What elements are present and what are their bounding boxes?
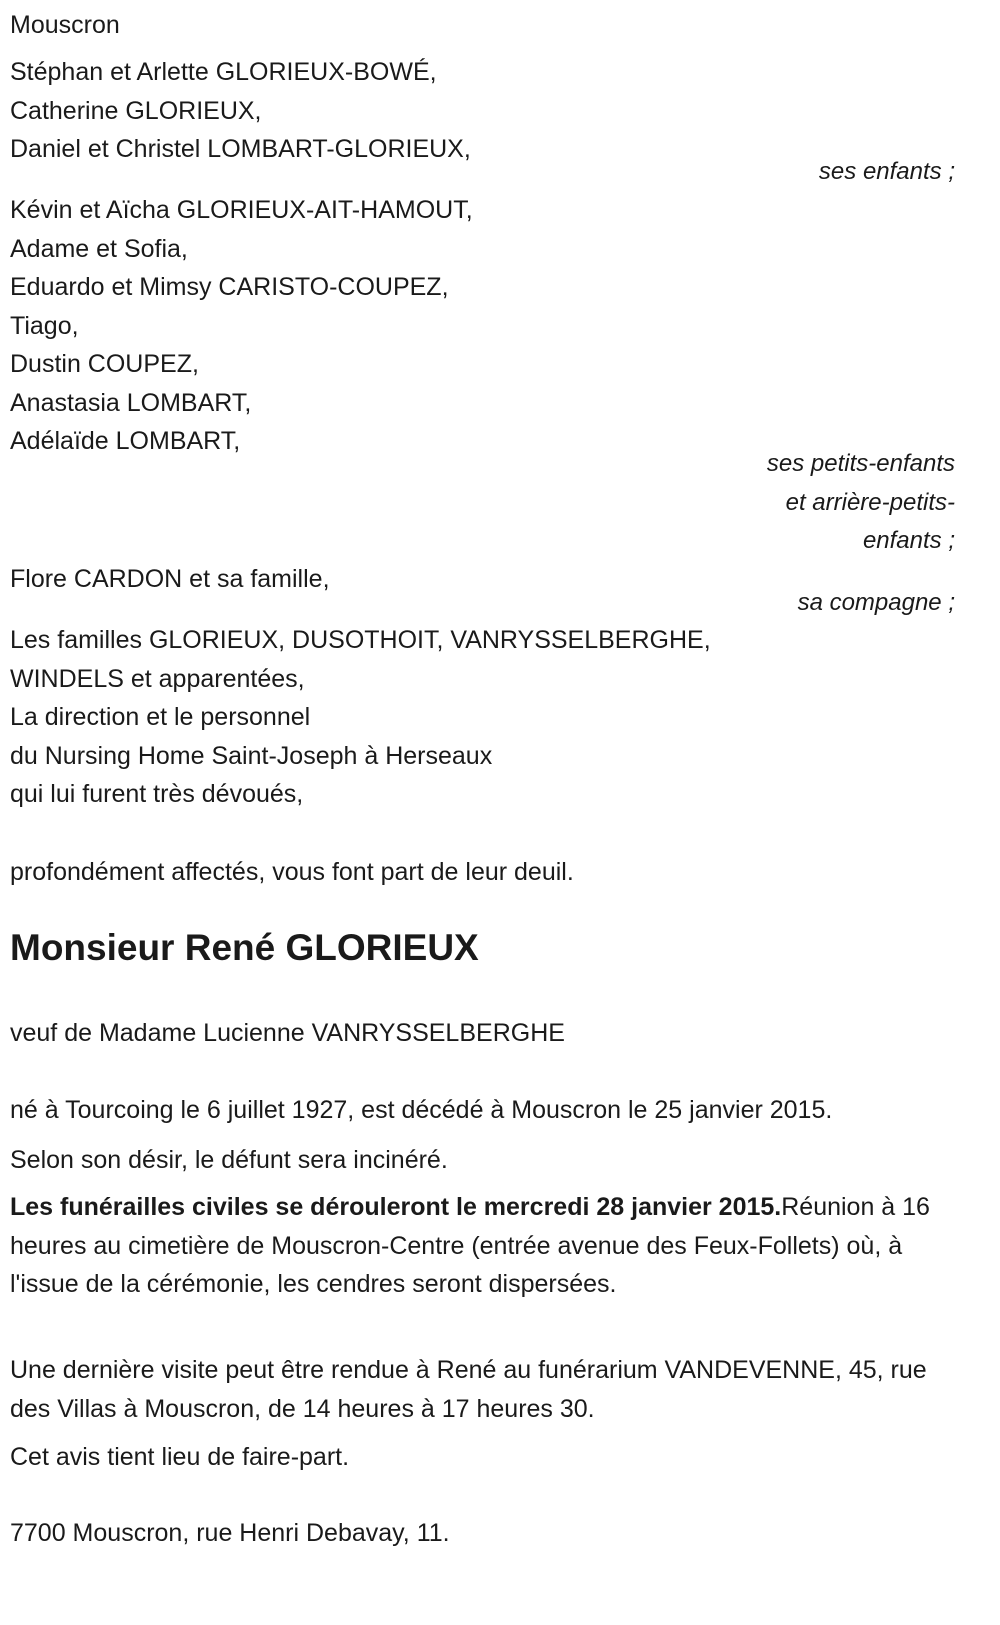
list-item: Stéphan et Arlette GLORIEUX-BOWÉ,	[10, 58, 437, 86]
list-item: Adélaïde LOMBART,	[10, 427, 241, 455]
list-item: Tiago,	[10, 311, 79, 340]
grandchildren-role	[767, 445, 955, 561]
list-item: La direction et le personnel	[10, 703, 311, 731]
role-line: ses petits-enfants	[766, 450, 955, 477]
address: 7700 Mouscron, rue Henri Debavay, 11.	[10, 1519, 450, 1547]
funeral-rest: Réunion à 16 heures au cimetière de Mouscron-Centre (entrée avenue des Feux-Follets) où, à l'issue de la cérémonie, les cendres seront dispersées.	[10, 1193, 930, 1298]
list-item: Anastasia LOMBART,	[10, 388, 252, 417]
list-item: Les familles GLORIEUX, DUSOTHOIT, VANRYSSELBERGHE,	[10, 626, 711, 654]
companion-role: sa compagne ;	[797, 589, 955, 616]
birth-death: né à Tourcoing le 6 juillet 1927, est décédé à Mouscron le 25 janvier 2015.	[10, 1096, 833, 1124]
announcement: profondément affectés, vous font part de leur deuil.	[10, 858, 574, 886]
role-line: et arrière-petits-	[785, 488, 955, 516]
role-line: enfants ;	[862, 527, 955, 554]
notice: Cet avis tient lieu de faire-part.	[10, 1443, 350, 1471]
list-item: du Nursing Home Saint-Joseph à Herseaux	[10, 741, 493, 770]
others-list	[10, 621, 960, 814]
list-item: qui lui furent très dévoués,	[10, 780, 304, 808]
list-item: Kévin et Aïcha GLORIEUX-AIT-HAMOUT,	[10, 196, 473, 224]
children-role: ses enfants ;	[818, 158, 955, 185]
city: Mouscron	[10, 11, 120, 39]
list-item: Adame et Sofia,	[10, 234, 188, 263]
companion: Flore CARDON et sa famille,	[10, 565, 330, 593]
grandchildren-list	[10, 191, 960, 461]
list-item: Catherine GLORIEUX,	[10, 96, 262, 125]
funeral-date: Les funérailles civiles se dérouleront le mercredi 28 janvier 2015.	[10, 1193, 782, 1221]
deceased-name: Monsieur René GLORIEUX	[10, 927, 479, 968]
visit: Une dernière visite peut être rendue à René au funérarium VANDEVENNE, 45, rue des Villas à Mouscron, de 14 heures à 17 heures 30.	[10, 1356, 927, 1423]
list-item: Eduardo et Mimsy CARISTO-COUPEZ,	[10, 273, 449, 301]
list-item: Dustin COUPEZ,	[10, 350, 199, 378]
list-item: Daniel et Christel LOMBART-GLORIEUX,	[10, 135, 471, 163]
list-item: WINDELS et apparentées,	[10, 664, 305, 693]
widower-of: veuf de Madame Lucienne VANRYSSELBERGHE	[10, 1019, 565, 1047]
funeral-details	[10, 1188, 960, 1304]
wish: Selon son désir, le défunt sera incinéré.	[10, 1146, 448, 1174]
children-list	[10, 53, 960, 169]
